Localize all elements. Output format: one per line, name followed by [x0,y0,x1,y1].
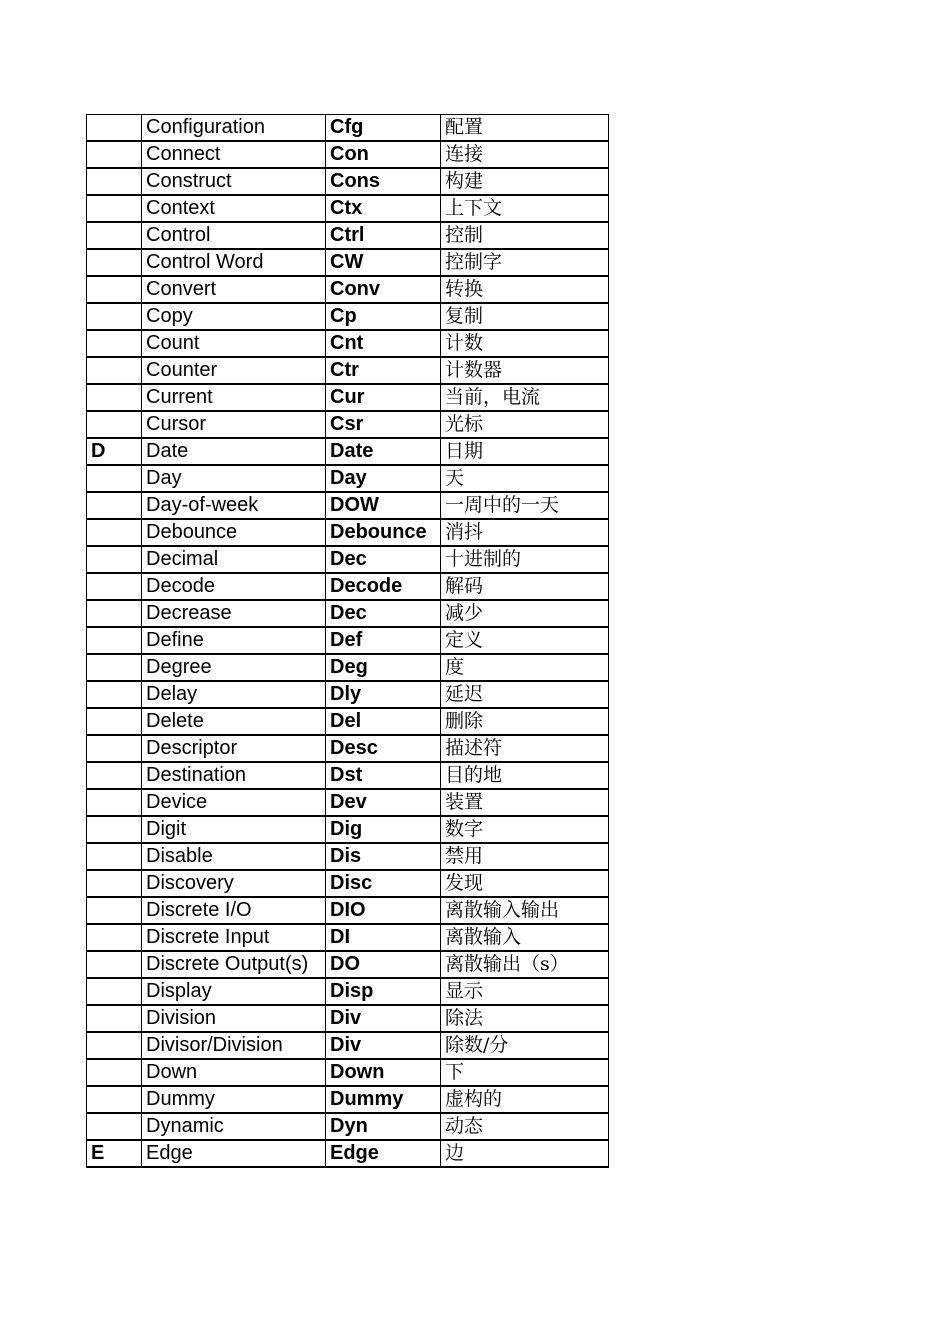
term-cell: Cursor [142,411,326,438]
section-letter [87,843,142,870]
table-row [87,168,609,195]
term-cell: Delay [142,681,326,708]
translation-cell: 目的地 [441,762,609,789]
section-letter [87,1005,142,1032]
table-row [87,411,609,438]
section-letter [87,357,142,384]
glossary-table [86,114,609,1168]
section-letter [87,195,142,222]
section-letter [87,708,142,735]
term-cell: Edge [142,1140,326,1167]
abbreviation-cell: DIO [326,897,441,924]
abbreviation-cell: Cons [326,168,441,195]
term-cell: Control Word [142,249,326,276]
section-letter [87,897,142,924]
section-letter [87,276,142,303]
term-cell: Discrete I/O [142,897,326,924]
section-letter [87,951,142,978]
term-cell: Connect [142,141,326,168]
term-cell: Delete [142,708,326,735]
abbreviation-cell: Desc [326,735,441,762]
translation-cell: 定义 [441,627,609,654]
section-letter [87,384,142,411]
section-letter [87,600,142,627]
section-letter [87,249,142,276]
abbreviation-cell: Day [326,465,441,492]
section-letter [87,924,142,951]
term-cell: Down [142,1059,326,1086]
section-letter [87,303,142,330]
table-row [87,654,609,681]
section-letter [87,1032,142,1059]
term-cell: Date [142,438,326,465]
term-cell: Discrete Input [142,924,326,951]
abbreviation-cell: DOW [326,492,441,519]
translation-cell: 十进制的 [441,546,609,573]
section-letter [87,141,142,168]
section-letter [87,546,142,573]
translation-cell: 日期 [441,438,609,465]
abbreviation-cell: Debounce [326,519,441,546]
translation-cell: 减少 [441,600,609,627]
translation-cell: 复制 [441,303,609,330]
section-letter [87,735,142,762]
translation-cell: 控制字 [441,249,609,276]
translation-cell: 装置 [441,789,609,816]
translation-cell: 除数/分 [441,1032,609,1059]
section-letter [87,978,142,1005]
term-cell: Descriptor [142,735,326,762]
term-cell: Configuration [142,115,326,142]
translation-cell: 度 [441,654,609,681]
table-row [87,762,609,789]
abbreviation-cell: Dis [326,843,441,870]
section-letter: E [87,1140,142,1167]
table-row [87,195,609,222]
section-letter [87,519,142,546]
table-row [87,465,609,492]
translation-cell: 当前，电流 [441,384,609,411]
term-cell: Counter [142,357,326,384]
translation-cell: 禁用 [441,843,609,870]
translation-cell: 除法 [441,1005,609,1032]
table-row [87,600,609,627]
section-letter [87,115,142,142]
section-letter [87,168,142,195]
translation-cell: 离散输出（s） [441,951,609,978]
table-row [87,357,609,384]
term-cell: Discovery [142,870,326,897]
table-row [87,789,609,816]
term-cell: Day [142,465,326,492]
section-letter [87,816,142,843]
translation-cell: 连接 [441,141,609,168]
term-cell: Copy [142,303,326,330]
table-row [87,897,609,924]
table-row [87,1086,609,1113]
translation-cell: 描述符 [441,735,609,762]
section-letter [87,1113,142,1140]
table-row [87,708,609,735]
table-row [87,519,609,546]
abbreviation-cell: Def [326,627,441,654]
abbreviation-cell: Ctr [326,357,441,384]
translation-cell: 计数器 [441,357,609,384]
term-cell: Decimal [142,546,326,573]
table-row [87,870,609,897]
abbreviation-cell: DO [326,951,441,978]
term-cell: Disable [142,843,326,870]
section-letter [87,1086,142,1113]
abbreviation-cell: Disp [326,978,441,1005]
translation-cell: 虚构的 [441,1086,609,1113]
term-cell: Digit [142,816,326,843]
table-row [87,735,609,762]
table-row [87,1059,609,1086]
table-row [87,222,609,249]
term-cell: Discrete Output(s) [142,951,326,978]
table-row [87,951,609,978]
abbreviation-cell: Decode [326,573,441,600]
table-row [87,249,609,276]
abbreviation-cell: Cfg [326,115,441,142]
translation-cell: 删除 [441,708,609,735]
abbreviation-cell: Cnt [326,330,441,357]
abbreviation-cell: Dummy [326,1086,441,1113]
abbreviation-cell: Div [326,1005,441,1032]
term-cell: Current [142,384,326,411]
table-row [87,115,609,142]
translation-cell: 解码 [441,573,609,600]
section-letter: D [87,438,142,465]
section-letter [87,492,142,519]
abbreviation-cell: Dyn [326,1113,441,1140]
term-cell: Divisor/Division [142,1032,326,1059]
term-cell: Context [142,195,326,222]
translation-cell: 延迟 [441,681,609,708]
table-row [87,141,609,168]
translation-cell: 下 [441,1059,609,1086]
table-row [87,843,609,870]
abbreviation-cell: Ctrl [326,222,441,249]
translation-cell: 计数 [441,330,609,357]
term-cell: Dummy [142,1086,326,1113]
term-cell: Count [142,330,326,357]
term-cell: Control [142,222,326,249]
abbreviation-cell: Con [326,141,441,168]
section-letter [87,870,142,897]
abbreviation-cell: Cp [326,303,441,330]
abbreviation-cell: Dec [326,546,441,573]
abbreviation-cell: DI [326,924,441,951]
translation-cell: 光标 [441,411,609,438]
term-cell: Debounce [142,519,326,546]
abbreviation-cell: Dec [326,600,441,627]
abbreviation-cell: Date [326,438,441,465]
section-letter [87,222,142,249]
term-cell: Dynamic [142,1113,326,1140]
translation-cell: 控制 [441,222,609,249]
term-cell: Division [142,1005,326,1032]
table-row [87,816,609,843]
term-cell: Destination [142,762,326,789]
translation-cell: 离散输入输出 [441,897,609,924]
abbreviation-cell: Ctx [326,195,441,222]
translation-cell: 消抖 [441,519,609,546]
section-letter [87,681,142,708]
term-cell: Day-of-week [142,492,326,519]
term-cell: Decrease [142,600,326,627]
translation-cell: 上下文 [441,195,609,222]
translation-cell: 显示 [441,978,609,1005]
table-row [87,276,609,303]
abbreviation-cell: Csr [326,411,441,438]
abbreviation-cell: Dst [326,762,441,789]
translation-cell: 配置 [441,115,609,142]
section-letter [87,1059,142,1086]
table-row [87,1032,609,1059]
abbreviation-cell: CW [326,249,441,276]
abbreviation-cell: Del [326,708,441,735]
abbreviation-cell: Dly [326,681,441,708]
table-row [87,1005,609,1032]
section-letter [87,654,142,681]
section-letter [87,411,142,438]
table-row [87,627,609,654]
table-row [87,492,609,519]
translation-cell: 数字 [441,816,609,843]
abbreviation-cell: Disc [326,870,441,897]
table-row [87,924,609,951]
section-letter [87,627,142,654]
table-row [87,438,609,465]
table-row [87,330,609,357]
translation-cell: 构建 [441,168,609,195]
glossary-body [87,115,609,1168]
translation-cell: 转换 [441,276,609,303]
section-letter [87,573,142,600]
translation-cell: 边 [441,1140,609,1167]
table-row [87,384,609,411]
abbreviation-cell: Dig [326,816,441,843]
translation-cell: 离散输入 [441,924,609,951]
abbreviation-cell: Dev [326,789,441,816]
section-letter [87,789,142,816]
term-cell: Define [142,627,326,654]
abbreviation-cell: Edge [326,1140,441,1167]
table-row [87,978,609,1005]
abbreviation-cell: Div [326,1032,441,1059]
table-row [87,1113,609,1140]
translation-cell: 天 [441,465,609,492]
table-row [87,1140,609,1167]
translation-cell: 一周中的一天 [441,492,609,519]
table-row [87,546,609,573]
section-letter [87,330,142,357]
section-letter [87,762,142,789]
translation-cell: 动态 [441,1113,609,1140]
abbreviation-cell: Conv [326,276,441,303]
table-row [87,573,609,600]
term-cell: Display [142,978,326,1005]
term-cell: Degree [142,654,326,681]
abbreviation-cell: Down [326,1059,441,1086]
table-row [87,303,609,330]
term-cell: Construct [142,168,326,195]
term-cell: Decode [142,573,326,600]
term-cell: Convert [142,276,326,303]
translation-cell: 发现 [441,870,609,897]
abbreviation-cell: Cur [326,384,441,411]
table-row [87,681,609,708]
term-cell: Device [142,789,326,816]
section-letter [87,465,142,492]
abbreviation-cell: Deg [326,654,441,681]
